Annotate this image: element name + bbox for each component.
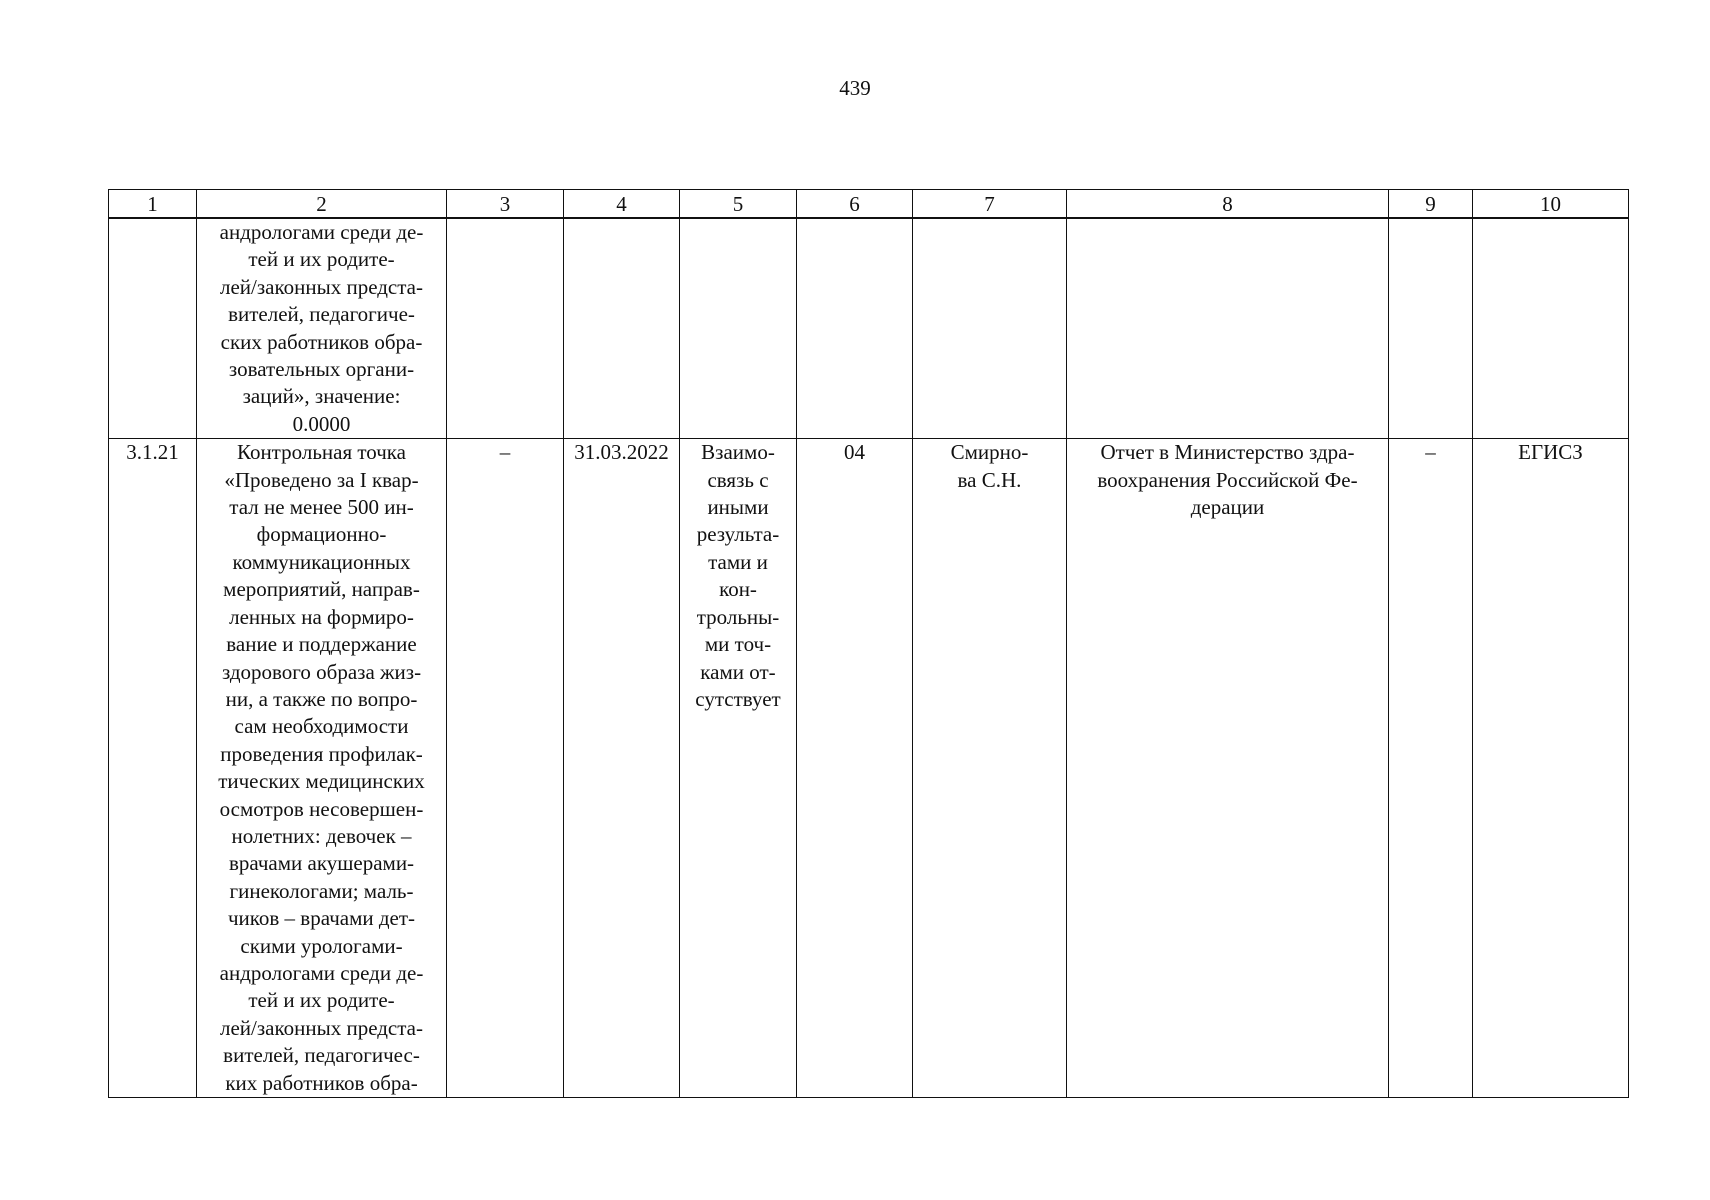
table-cell-date bbox=[564, 218, 680, 439]
column-header: 7 bbox=[913, 190, 1067, 219]
page-number: 439 bbox=[839, 76, 871, 100]
table-cell: – bbox=[1389, 439, 1473, 1098]
table-cell-number bbox=[109, 218, 197, 439]
table-cell-responsible: Смирно- ва С.Н. bbox=[913, 439, 1067, 1098]
table-cell bbox=[1389, 218, 1473, 439]
column-header: 6 bbox=[797, 190, 913, 219]
table-row bbox=[109, 439, 1629, 1098]
table-cell-relation bbox=[680, 218, 797, 439]
column-header: 4 bbox=[564, 190, 680, 219]
table-cell-date: 31.03.2022 bbox=[564, 439, 680, 1098]
table-cell-document bbox=[1067, 218, 1389, 439]
table-cell-document: Отчет в Министерство здра- воохранения Российской Фе- дерации bbox=[1067, 439, 1389, 1098]
column-header: 10 bbox=[1473, 190, 1629, 219]
column-header: 8 bbox=[1067, 190, 1389, 219]
table-cell-system bbox=[1473, 218, 1629, 439]
document-table bbox=[108, 189, 1629, 1098]
table-cell-description: Контрольная точка «Проведено за I квар- тал не менее 500 ин- формационно- коммуникационных мероприятий, направ- ленных на формиро- вание и поддержание здорового образа жиз- ни, а также по вопро- сам необходимости проведения профилак- тических медицинских осмотров несовершен- нолетних: девочек – врачами акушерами- гинекологами; маль- чиков – врачами дет- скими урологами- андрологами среди де- тей и их родите- лей/законных предста- вителей, педагогичес- ких работников обра- bbox=[197, 439, 447, 1098]
table-cell-description: андрологами среди де- тей и их родите- лей/законных предста- вителей, педагогиче- ских работников обра- зовательных органи- заций», значение: 0.0000 bbox=[197, 218, 447, 439]
table-cell bbox=[447, 218, 564, 439]
column-header: 1 bbox=[109, 190, 197, 219]
table-cell: – bbox=[447, 439, 564, 1098]
table-cell-responsible bbox=[913, 218, 1067, 439]
column-header: 5 bbox=[680, 190, 797, 219]
column-header: 9 bbox=[1389, 190, 1473, 219]
column-header: 3 bbox=[447, 190, 564, 219]
table-header-row bbox=[109, 190, 1629, 219]
table-cell-number: 3.1.21 bbox=[109, 439, 197, 1098]
column-header: 2 bbox=[197, 190, 447, 219]
table-cell-relation: Взаимо- связь с иными результа- тами и кон- трольны- ми точ- ками от- сутствует bbox=[680, 439, 797, 1098]
table-cell-code bbox=[797, 218, 913, 439]
table-cell-code: 04 bbox=[797, 439, 913, 1098]
table-cell-system: ЕГИСЗ bbox=[1473, 439, 1629, 1098]
table-row bbox=[109, 218, 1629, 439]
